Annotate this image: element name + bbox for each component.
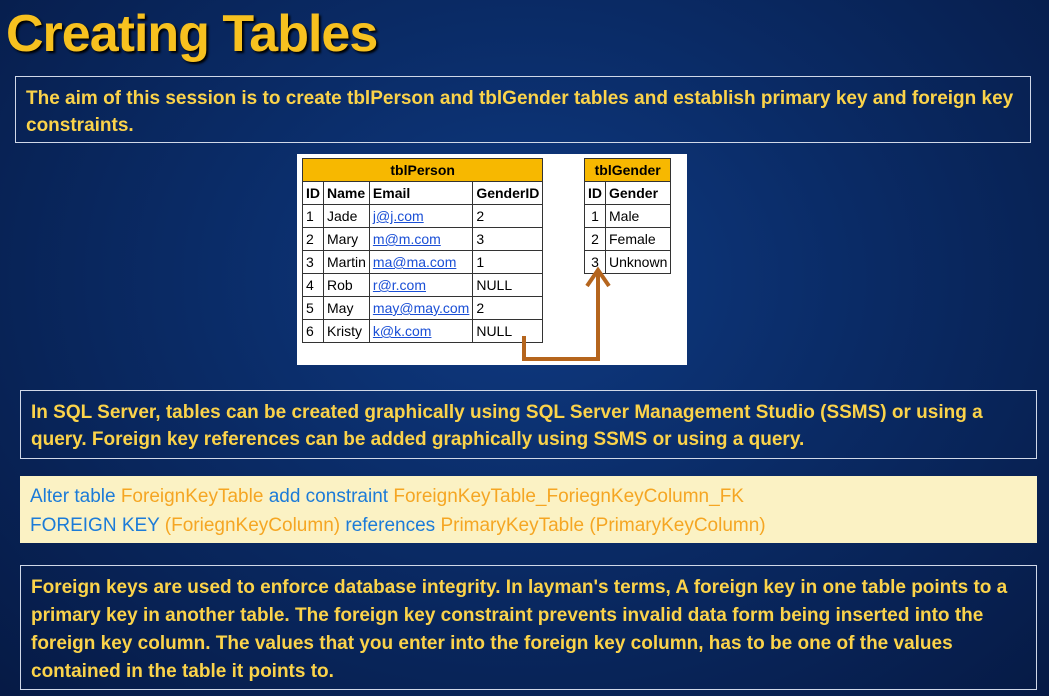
table-row: [303, 297, 543, 320]
table-row: [585, 228, 671, 251]
cell: Rob: [324, 274, 370, 297]
cell: 3: [303, 251, 324, 274]
cell: Jade: [324, 205, 370, 228]
cell: 3: [473, 228, 543, 251]
cell: 3: [585, 251, 606, 274]
table-row: [585, 205, 671, 228]
code-identifier: ForeignKeyTable_ForiegnKeyColumn_FK: [393, 486, 744, 507]
email-link[interactable]: k@k.com: [369, 320, 472, 343]
tblperson-header: GenderID: [473, 182, 543, 205]
table-row: [303, 205, 543, 228]
cell: Kristy: [324, 320, 370, 343]
sql-server-text: In SQL Server, tables can be created graphically using SQL Server Management Studio (SSMS) or using a query. Foreign key references can be added graphically using SSMS or using a query.: [31, 402, 983, 450]
email-link[interactable]: r@r.com: [369, 274, 472, 297]
tblgender-header: Gender: [606, 182, 671, 205]
tblperson-caption: tblPerson: [303, 159, 543, 182]
table-row: [585, 251, 671, 274]
cell: 4: [303, 274, 324, 297]
email-link[interactable]: may@may.com: [369, 297, 472, 320]
tblgender-caption: tblGender: [585, 159, 671, 182]
foreign-keys-text: Foreign keys are used to enforce database integrity. In layman's terms, A foreign key in one table points to a primary key in another table. The foreign key constraint prevents invalid data form being inserted into the foreign key column. The values that you enter into the foreign key column, has to be one of the values contained in the table it points to.: [31, 577, 1008, 682]
cell: Female: [606, 228, 671, 251]
cell: 2: [585, 228, 606, 251]
cell: 2: [473, 297, 543, 320]
cell: 2: [473, 205, 543, 228]
tables-diagram: [297, 154, 687, 365]
email-link[interactable]: ma@ma.com: [369, 251, 472, 274]
code-keyword: Alter table: [30, 486, 116, 507]
aim-box: [15, 76, 1031, 143]
cell: 1: [473, 251, 543, 274]
table-row: [303, 274, 543, 297]
cell: 1: [303, 205, 324, 228]
code-box: [20, 476, 1037, 543]
cell: 2: [303, 228, 324, 251]
code-identifier: (PrimaryKeyColumn): [589, 515, 766, 536]
tblperson-header: Name: [324, 182, 370, 205]
code-keyword: FOREIGN KEY: [30, 515, 160, 536]
code-identifier: PrimaryKeyTable: [440, 515, 585, 536]
table-row: [303, 320, 543, 343]
email-link[interactable]: j@j.com: [369, 205, 472, 228]
tblgender-header: ID: [585, 182, 606, 205]
cell: NULL: [473, 320, 543, 343]
cell: NULL: [473, 274, 543, 297]
cell: Martin: [324, 251, 370, 274]
sql-server-box: [20, 390, 1037, 459]
aim-text: The aim of this session is to create tblPerson and tblGender tables and establish primary key and foreign key constraints.: [26, 88, 1014, 136]
tblgender-table: [584, 158, 671, 274]
foreign-keys-box: [20, 565, 1037, 690]
tblperson-header: Email: [369, 182, 472, 205]
cell: May: [324, 297, 370, 320]
code-keyword: references: [345, 515, 436, 536]
slide-title: Creating Tables: [6, 5, 378, 63]
table-row: [303, 228, 543, 251]
code-identifier: (ForiegnKeyColumn): [164, 515, 341, 536]
tblperson-table: [302, 158, 543, 343]
cell: 6: [303, 320, 324, 343]
tblperson-header: ID: [303, 182, 324, 205]
code-identifier: ForeignKeyTable: [120, 486, 264, 507]
cell: 5: [303, 297, 324, 320]
cell: 1: [585, 205, 606, 228]
cell: Male: [606, 205, 671, 228]
cell: Mary: [324, 228, 370, 251]
code-keyword: add constraint: [268, 486, 389, 507]
table-row: [303, 251, 543, 274]
email-link[interactable]: m@m.com: [369, 228, 472, 251]
cell: Unknown: [606, 251, 671, 274]
